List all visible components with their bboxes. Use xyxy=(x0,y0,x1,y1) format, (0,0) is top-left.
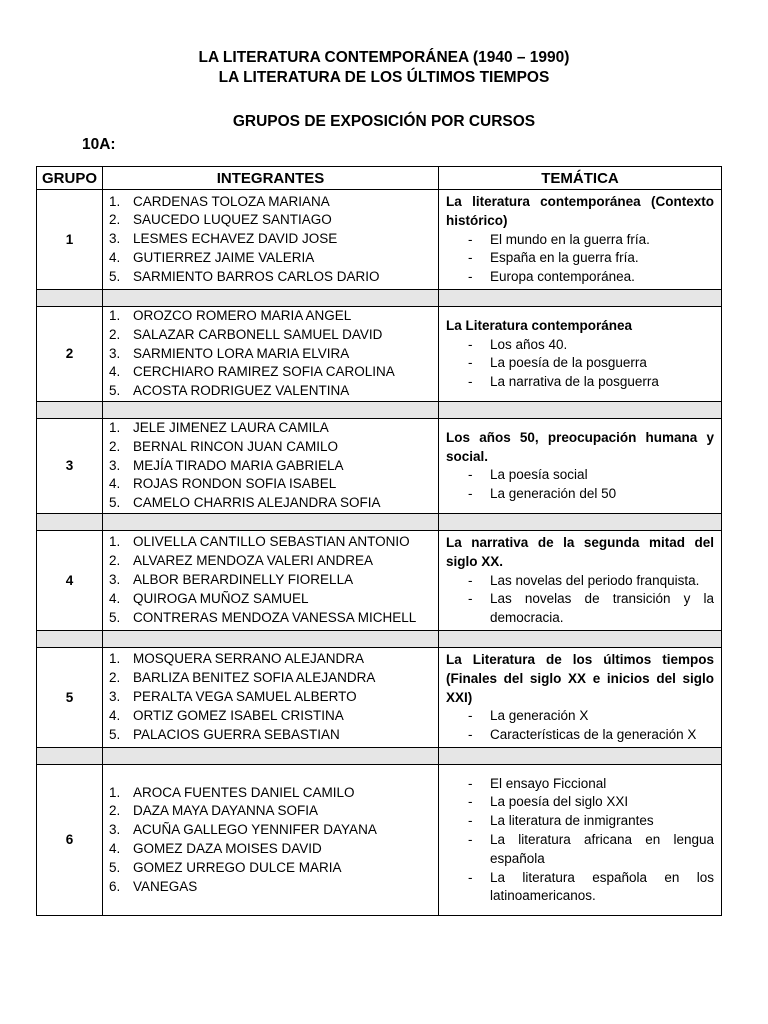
member-name: OROZCO ROMERO MARIA ANGEL xyxy=(133,307,352,323)
member-name: PALACIOS GUERRA SEBASTIAN xyxy=(133,726,340,742)
theme-cell xyxy=(439,190,722,290)
list-item xyxy=(103,726,438,745)
list-item-number: 2. xyxy=(109,438,121,454)
members-list xyxy=(103,784,438,897)
list-item xyxy=(103,650,438,669)
member-name: ALVAREZ MENDOZA VALERI ANDREA xyxy=(133,553,374,569)
members-list xyxy=(103,307,438,401)
list-item xyxy=(103,457,438,476)
table-row xyxy=(37,530,722,630)
list-item-number: 1. xyxy=(109,193,121,209)
topics-list xyxy=(446,336,714,392)
members-cell xyxy=(103,647,439,747)
member-name: SAUCEDO LUQUEZ SANTIAGO xyxy=(133,212,332,228)
member-name: CAMELO CHARRIS ALEJANDRA SOFIA xyxy=(133,495,381,511)
topic-item: - La literatura de inmigrantes xyxy=(446,812,714,831)
list-item xyxy=(103,821,438,840)
topic-item: - España en la guerra fría. xyxy=(446,249,714,268)
members-cell xyxy=(103,418,439,513)
topic-item: - Las novelas del periodo franquista. xyxy=(446,572,714,591)
separator-cell xyxy=(439,630,722,647)
separator-cell xyxy=(103,630,439,647)
topic-item: - La generación del 50 xyxy=(446,485,714,504)
list-item xyxy=(103,419,438,438)
topic-item: - Las novelas de transición y la democracia. xyxy=(446,590,714,628)
topics-list xyxy=(446,231,714,287)
list-item-number: 5. xyxy=(109,609,121,625)
separator-cell xyxy=(439,513,722,530)
topics-list xyxy=(446,707,714,745)
list-item xyxy=(103,211,438,230)
list-item-number: 2. xyxy=(109,670,121,686)
list-item xyxy=(103,571,438,590)
theme-cell xyxy=(439,764,722,915)
member-name: SARMIENTO BARROS CARLOS DARIO xyxy=(133,268,380,284)
members-list xyxy=(103,193,438,287)
separator-cell xyxy=(103,289,439,306)
theme-cell xyxy=(439,647,722,747)
members-cell xyxy=(103,764,439,915)
group-number: 3 xyxy=(37,418,103,513)
topic-item: - La literatura española en los latinoamericanos. xyxy=(446,869,714,907)
column-header-group: GRUPO xyxy=(37,167,103,190)
separator-cell xyxy=(103,401,439,418)
member-name: SALAZAR CARBONELL SAMUEL DAVID xyxy=(133,326,383,342)
separator-cell xyxy=(103,747,439,764)
list-item-number: 3. xyxy=(109,822,121,838)
list-item-number: 1. xyxy=(109,784,121,800)
list-item-number: 5. xyxy=(109,268,121,284)
theme-heading: La Literatura de los últimos tiempos (Finales del siglo XX e inicios del siglo XXI) xyxy=(446,651,714,705)
list-item xyxy=(103,382,438,401)
list-item-number: 6. xyxy=(109,878,121,894)
table-header-row xyxy=(37,167,722,190)
list-item-number: 1. xyxy=(109,419,121,435)
list-item xyxy=(103,552,438,571)
member-name: BARLIZA BENITEZ SOFIA ALEJANDRA xyxy=(133,670,376,686)
member-name: CERCHIARO RAMIREZ SOFIA CAROLINA xyxy=(133,364,395,380)
separator-row xyxy=(37,401,722,418)
list-item xyxy=(103,533,438,552)
list-item xyxy=(103,802,438,821)
separator-cell xyxy=(37,630,103,647)
member-name: ROJAS RONDON SOFIA ISABEL xyxy=(133,476,337,492)
table-row xyxy=(37,306,722,401)
list-item xyxy=(103,590,438,609)
list-item-number: 3. xyxy=(109,231,121,247)
member-name: BERNAL RINCON JUAN CAMILO xyxy=(133,438,339,454)
theme-heading: La narrativa de la segunda mitad del siglo XX. xyxy=(446,534,714,569)
document-subtitle: LA LITERATURA DE LOS ÚLTIMOS TIEMPOS xyxy=(218,69,550,86)
member-name: ALBOR BERARDINELLY FIORELLA xyxy=(133,572,354,588)
list-item-number: 2. xyxy=(109,553,121,569)
topic-item: - La generación X xyxy=(446,707,714,726)
theme-cell xyxy=(439,418,722,513)
topic-item: - La poesía social xyxy=(446,466,714,485)
list-item xyxy=(103,494,438,513)
list-item-number: 5. xyxy=(109,383,121,399)
table-row xyxy=(37,764,722,915)
list-item-number: 2. xyxy=(109,803,121,819)
topics-list xyxy=(446,775,714,907)
member-name: GOMEZ URREGO DULCE MARIA xyxy=(133,859,342,875)
member-name: OLIVELLA CANTILLO SEBASTIAN ANTONIO xyxy=(133,534,410,550)
list-item xyxy=(103,669,438,688)
list-item-number: 4. xyxy=(109,707,121,723)
theme-heading: La literatura contemporánea (Contexto histórico) xyxy=(446,194,714,228)
list-item xyxy=(103,268,438,287)
list-item-number: 4. xyxy=(109,476,121,492)
document-header xyxy=(0,48,768,88)
member-name: ACOSTA RODRIGUEZ VALENTINA xyxy=(133,383,350,399)
table-row xyxy=(37,418,722,513)
list-item-number: 2. xyxy=(109,212,121,228)
list-item xyxy=(103,363,438,382)
section-heading: GRUPOS DE EXPOSICIÓN POR CURSOS xyxy=(232,113,536,130)
theme-heading: Los años 50, preocupación humana y social. xyxy=(446,429,714,464)
group-number: 4 xyxy=(37,530,103,630)
list-item-number: 4. xyxy=(109,249,121,265)
separator-cell xyxy=(439,289,722,306)
list-item xyxy=(103,688,438,707)
list-item xyxy=(103,784,438,803)
course-label: 10A: xyxy=(82,136,116,153)
group-number: 2 xyxy=(37,306,103,401)
table-row xyxy=(37,190,722,290)
separator-row xyxy=(37,630,722,647)
list-item-number: 5. xyxy=(109,859,121,875)
list-item-number: 5. xyxy=(109,495,121,511)
list-item-number: 4. xyxy=(109,840,121,856)
separator-cell xyxy=(37,289,103,306)
theme-cell xyxy=(439,306,722,401)
member-name: LESMES ECHAVEZ DAVID JOSE xyxy=(133,231,338,247)
list-item-number: 4. xyxy=(109,590,121,606)
members-list xyxy=(103,650,438,744)
list-item-number: 5. xyxy=(109,726,121,742)
topic-item: - Características de la generación X xyxy=(446,726,714,745)
list-item-number: 2. xyxy=(109,326,121,342)
topic-item: - Los años 40. xyxy=(446,336,714,355)
member-name: VANEGAS xyxy=(133,878,198,894)
separator-row xyxy=(37,289,722,306)
list-item-number: 3. xyxy=(109,689,121,705)
topic-item: - La literatura africana en lengua española xyxy=(446,831,714,869)
separator-cell xyxy=(439,747,722,764)
list-item-number: 1. xyxy=(109,651,121,667)
member-name: CONTRERAS MENDOZA VANESSA MICHELL xyxy=(133,609,417,625)
column-header-members: INTEGRANTES xyxy=(103,167,439,190)
list-item-number: 3. xyxy=(109,457,121,473)
separator-cell xyxy=(103,513,439,530)
list-item xyxy=(103,878,438,897)
member-name: DAZA MAYA DAYANNA SOFIA xyxy=(133,803,319,819)
list-item xyxy=(103,438,438,457)
list-item xyxy=(103,859,438,878)
list-item-number: 1. xyxy=(109,534,121,550)
list-item xyxy=(103,193,438,212)
separator-cell xyxy=(37,401,103,418)
separator-cell xyxy=(37,513,103,530)
table-row xyxy=(37,647,722,747)
member-name: QUIROGA MUÑOZ SAMUEL xyxy=(133,590,309,606)
separator-row xyxy=(37,513,722,530)
list-item xyxy=(103,307,438,326)
member-name: JELE JIMENEZ LAURA CAMILA xyxy=(133,419,329,435)
topic-item: - La poesía del siglo XXI xyxy=(446,793,714,812)
member-name: ACUÑA GALLEGO YENNIFER DAYANA xyxy=(133,822,377,838)
member-name: MEJÍA TIRADO MARIA GABRIELA xyxy=(133,457,344,473)
topic-item: - La poesía de la posguerra xyxy=(446,354,714,373)
list-item xyxy=(103,609,438,628)
group-number: 5 xyxy=(37,647,103,747)
group-number: 6 xyxy=(37,764,103,915)
list-item xyxy=(103,230,438,249)
column-header-theme: TEMÁTICA xyxy=(439,167,722,190)
topics-list xyxy=(446,466,714,504)
topic-item: - El ensayo Ficcional xyxy=(446,775,714,794)
members-cell xyxy=(103,530,439,630)
topic-item: - El mundo en la guerra fría. xyxy=(446,231,714,250)
list-item xyxy=(103,345,438,364)
member-name: SARMIENTO LORA MARIA ELVIRA xyxy=(133,345,350,361)
member-name: GUTIERREZ JAIME VALERIA xyxy=(133,249,315,265)
members-cell xyxy=(103,190,439,290)
topic-item: - La narrativa de la posguerra xyxy=(446,373,714,392)
document-title: LA LITERATURA CONTEMPORÁNEA (1940 – 1990) xyxy=(198,49,570,66)
list-item-number: 4. xyxy=(109,364,121,380)
topic-item: - Europa contemporánea. xyxy=(446,268,714,287)
member-name: GOMEZ DAZA MOISES DAVID xyxy=(133,840,322,856)
separator-cell xyxy=(439,401,722,418)
member-name: PERALTA VEGA SAMUEL ALBERTO xyxy=(133,689,357,705)
list-item-number: 3. xyxy=(109,345,121,361)
list-item xyxy=(103,249,438,268)
member-name: AROCA FUENTES DANIEL CAMILO xyxy=(133,784,355,800)
list-item-number: 1. xyxy=(109,307,121,323)
member-name: CARDENAS TOLOZA MARIANA xyxy=(133,193,330,209)
members-list xyxy=(103,533,438,627)
list-item xyxy=(103,475,438,494)
theme-cell xyxy=(439,530,722,630)
members-cell xyxy=(103,306,439,401)
members-list xyxy=(103,419,438,513)
topics-list xyxy=(446,572,714,628)
group-number: 1 xyxy=(37,190,103,290)
member-name: ORTIZ GOMEZ ISABEL CRISTINA xyxy=(133,707,344,723)
theme-heading: La Literatura contemporánea xyxy=(446,317,633,333)
list-item xyxy=(103,326,438,345)
list-item xyxy=(103,707,438,726)
separator-row xyxy=(37,747,722,764)
groups-table xyxy=(36,166,722,916)
member-name: MOSQUERA SERRANO ALEJANDRA xyxy=(133,651,365,667)
separator-cell xyxy=(37,747,103,764)
list-item-number: 3. xyxy=(109,572,121,588)
list-item xyxy=(103,840,438,859)
